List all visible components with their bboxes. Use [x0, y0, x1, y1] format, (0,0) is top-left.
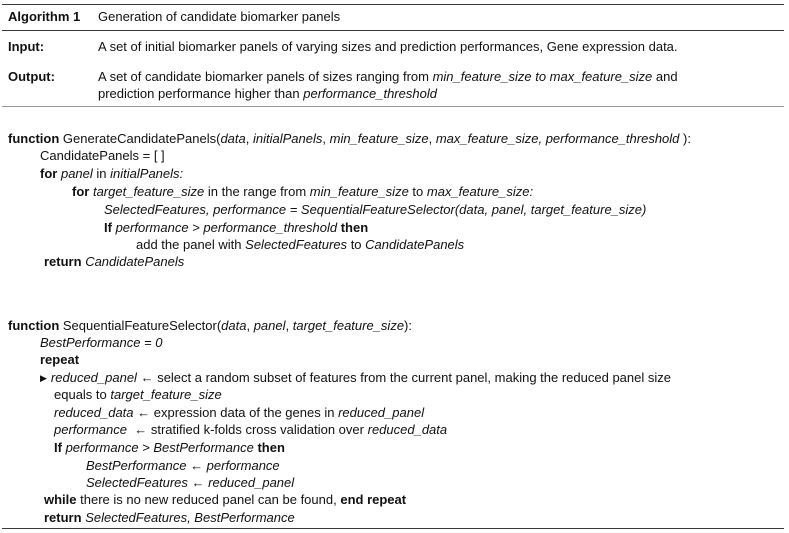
func2-line-2: repeat [40, 352, 80, 367]
func2-line-8: BestPerformance ← performance [86, 458, 280, 473]
algorithm-label: Algorithm 1 [8, 9, 81, 24]
func2-line-9: SelectedFeatures ← reduced_panel [86, 475, 295, 490]
func2-line-5: reduced_data ← expression data of the genes in reduced_panel [54, 405, 425, 420]
func1-line-2: for panel in initialPanels: [40, 166, 184, 181]
func2-line-3: ▶ reduced_panel ← select a random subset of features from the current panel, making the reduced panel size [40, 370, 671, 385]
func1-line-1: CandidatePanels = [ ] [40, 148, 165, 163]
algorithm-title-text: Generation of candidate biomarker panels [98, 9, 341, 24]
algorithm-title [98, 8, 340, 25]
algorithm-header [8, 8, 80, 25]
func2-line-10: while there is no new reduced panel can be found, end repeat [44, 492, 407, 507]
input-label: Input: [8, 39, 45, 54]
func2-line-7: If performance > BestPerformance then [54, 440, 285, 455]
input-text: A set of initial biomarker panels of varying sizes and prediction performances, Gene expression data. [98, 39, 678, 54]
triangle-marker-icon: ▶ [40, 373, 47, 383]
header-rule [2, 30, 784, 31]
output-label: Output: [8, 69, 55, 84]
func1-line-6: add the panel with SelectedFeatures to CandidatePanels [136, 237, 465, 252]
func2-line-4: equals to target_feature_size [54, 387, 222, 402]
func1-line-3: for target_feature_size in the range from min_feature_size to max_feature_size: [72, 184, 534, 199]
io-rule [2, 106, 784, 107]
func1-line-5: If performance > performance_threshold then [104, 220, 369, 235]
output-text-line-2: prediction performance higher than performance_threshold [98, 86, 437, 101]
func2-line-6: performance ← stratified k-folds cross validation over reduced_data [54, 422, 448, 437]
bottom-rule [2, 528, 784, 529]
func2-signature: function SequentialFeatureSelector(data, panel, target_feature_size): [8, 318, 412, 333]
output-text-line-1: A set of candidate biomarker panels of sizes ranging from min_feature_size to max_feature_size and [98, 69, 678, 84]
func2-line-11: return SelectedFeatures, BestPerformance [44, 510, 295, 525]
top-rule [2, 4, 784, 5]
func1-line-4: SelectedFeatures, performance = SequentialFeatureSelector(data, panel, target_feature_size) [104, 202, 647, 217]
func1-signature: function GenerateCandidatePanels(data, initialPanels, min_feature_size, max_feature_size, performance_threshold ): [8, 131, 691, 146]
func2-line-1: BestPerformance = 0 [40, 335, 163, 350]
func1-line-7: return CandidatePanels [44, 254, 185, 269]
